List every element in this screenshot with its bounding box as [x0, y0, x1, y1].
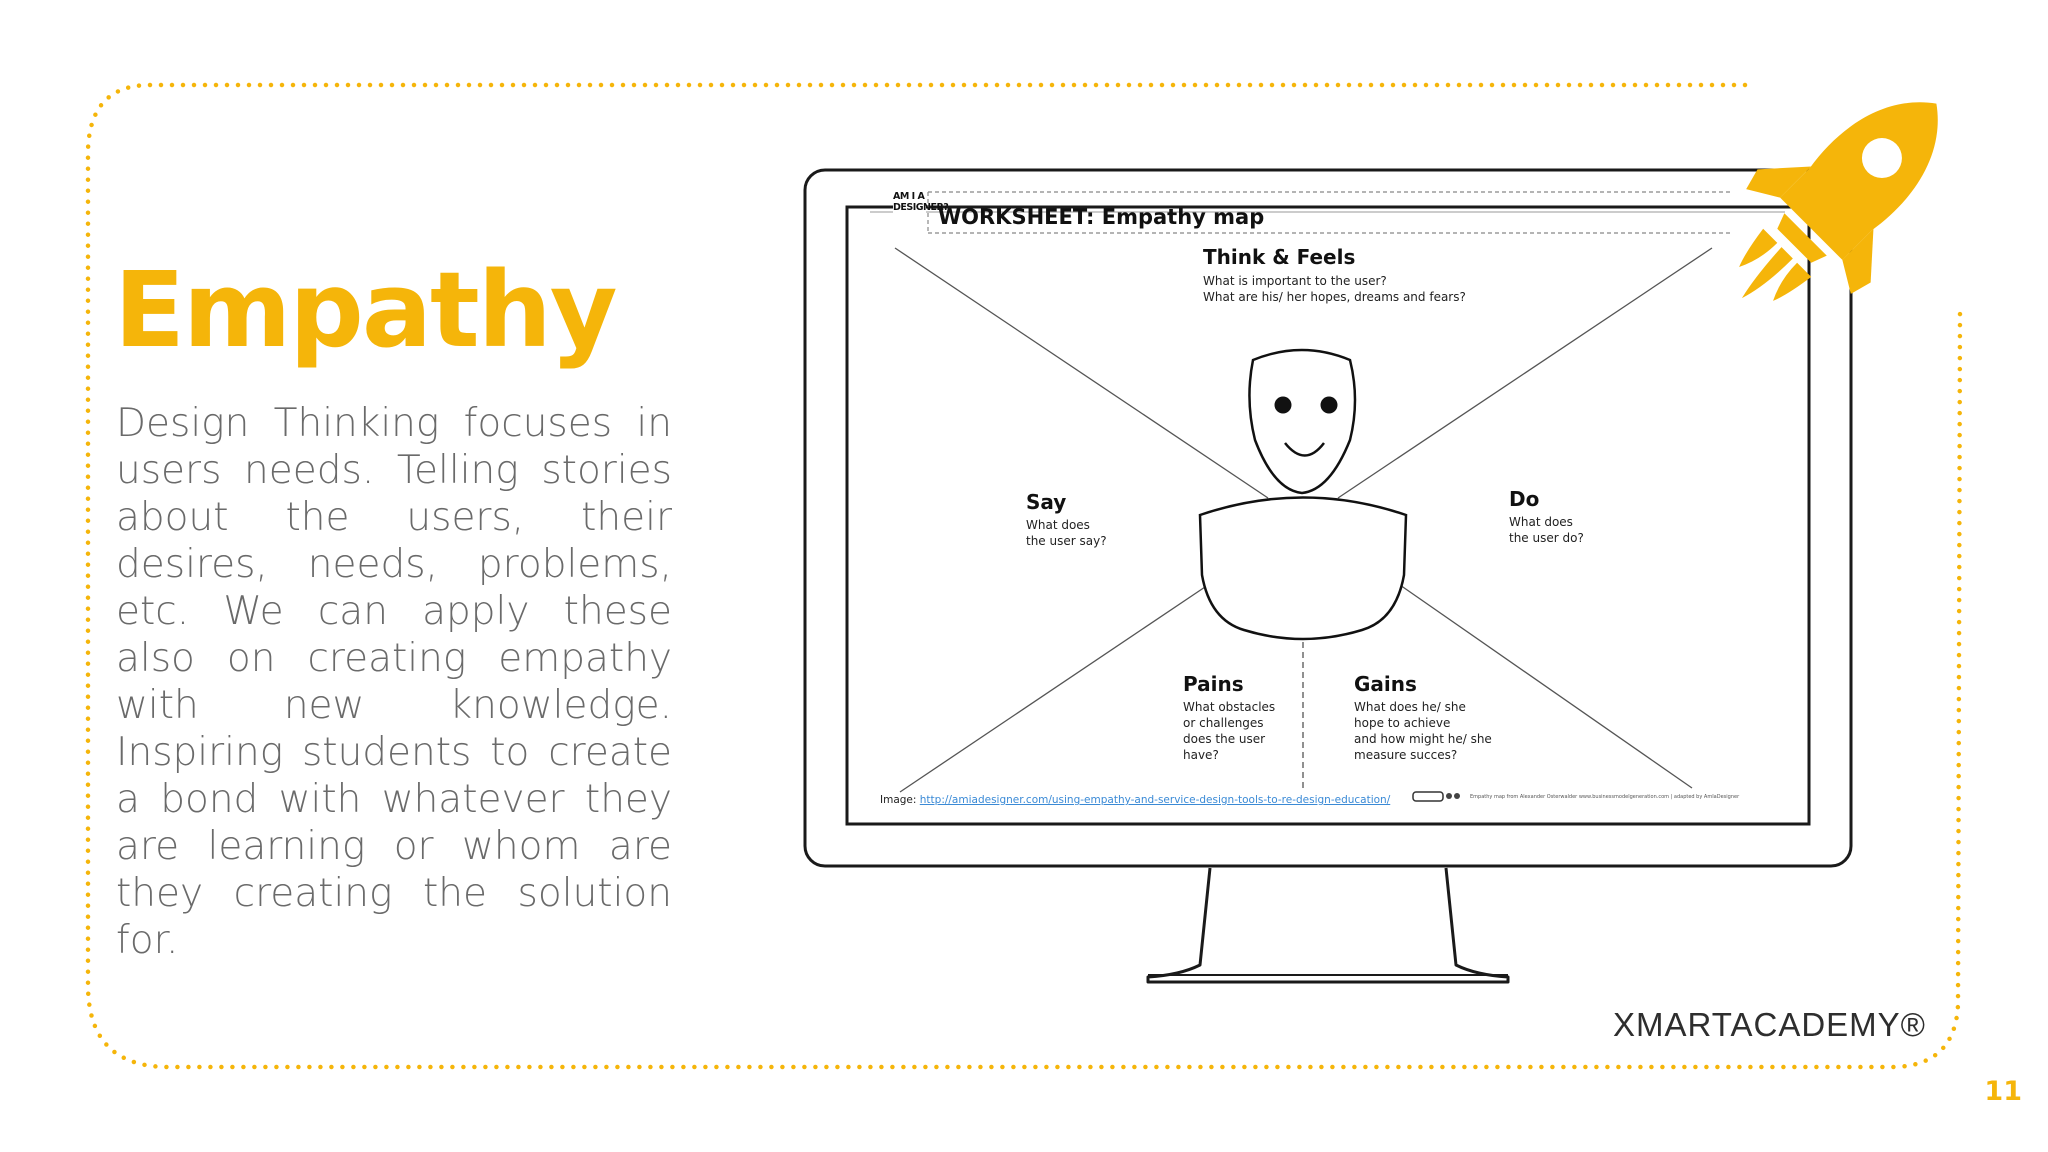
worksheet-title: WORKSHEET: Empathy map	[938, 205, 1265, 229]
do-line1: What does	[1509, 515, 1573, 529]
say-line2: the user say?	[1026, 534, 1107, 548]
say-line1: What does	[1026, 518, 1090, 532]
gains-heading: Gains	[1354, 672, 1417, 696]
say-heading: Say	[1026, 490, 1067, 514]
pains-line2: or challenges	[1183, 716, 1264, 730]
image-source-link[interactable]: http://amiadesigner.com/using-empathy-and-service-design-tools-to-re-design-education/	[919, 794, 1391, 806]
gains-line1: What does he/ she	[1354, 700, 1466, 714]
brand-name: XMARTACADEMY®	[1613, 1006, 1926, 1043]
body-paragraph: Design Thinking focuses in users needs. Telling stories about the users, their desires, needs, problems, etc. We can apply these also on creating empathy with new knowledge. Inspiring students to create a bond with whatever they are learning or whom are they creating the solution for.	[116, 401, 672, 963]
pains-line3: does the user	[1183, 732, 1266, 746]
gains-line4: measure succes?	[1354, 748, 1458, 762]
worksheet-logo: AM I A DESIGNER?	[893, 191, 949, 213]
think-feels-line2: What are his/ her hopes, dreams and fears?	[1203, 290, 1466, 304]
pains-heading: Pains	[1183, 672, 1244, 696]
pains-line4: have?	[1183, 748, 1219, 762]
gains-line2: hope to achieve	[1354, 716, 1451, 730]
think-feels-line1: What is important to the user?	[1203, 274, 1387, 288]
do-line2: the user do?	[1509, 531, 1584, 545]
pains-line1: What obstacles	[1183, 700, 1276, 714]
image-source-label: Image:	[880, 794, 920, 806]
gains-line3: and how might he/ she	[1354, 732, 1492, 746]
credit-text: Empathy map from Alexander Osterwalder www.businessmodelgeneration.com | adapted by AmIaDesigner	[1470, 794, 1740, 800]
page-number: 11	[1984, 1076, 2022, 1107]
think-feels-heading: Think & Feels	[1203, 245, 1356, 269]
page-title: Empathy	[114, 249, 616, 371]
do-heading: Do	[1509, 487, 1540, 511]
